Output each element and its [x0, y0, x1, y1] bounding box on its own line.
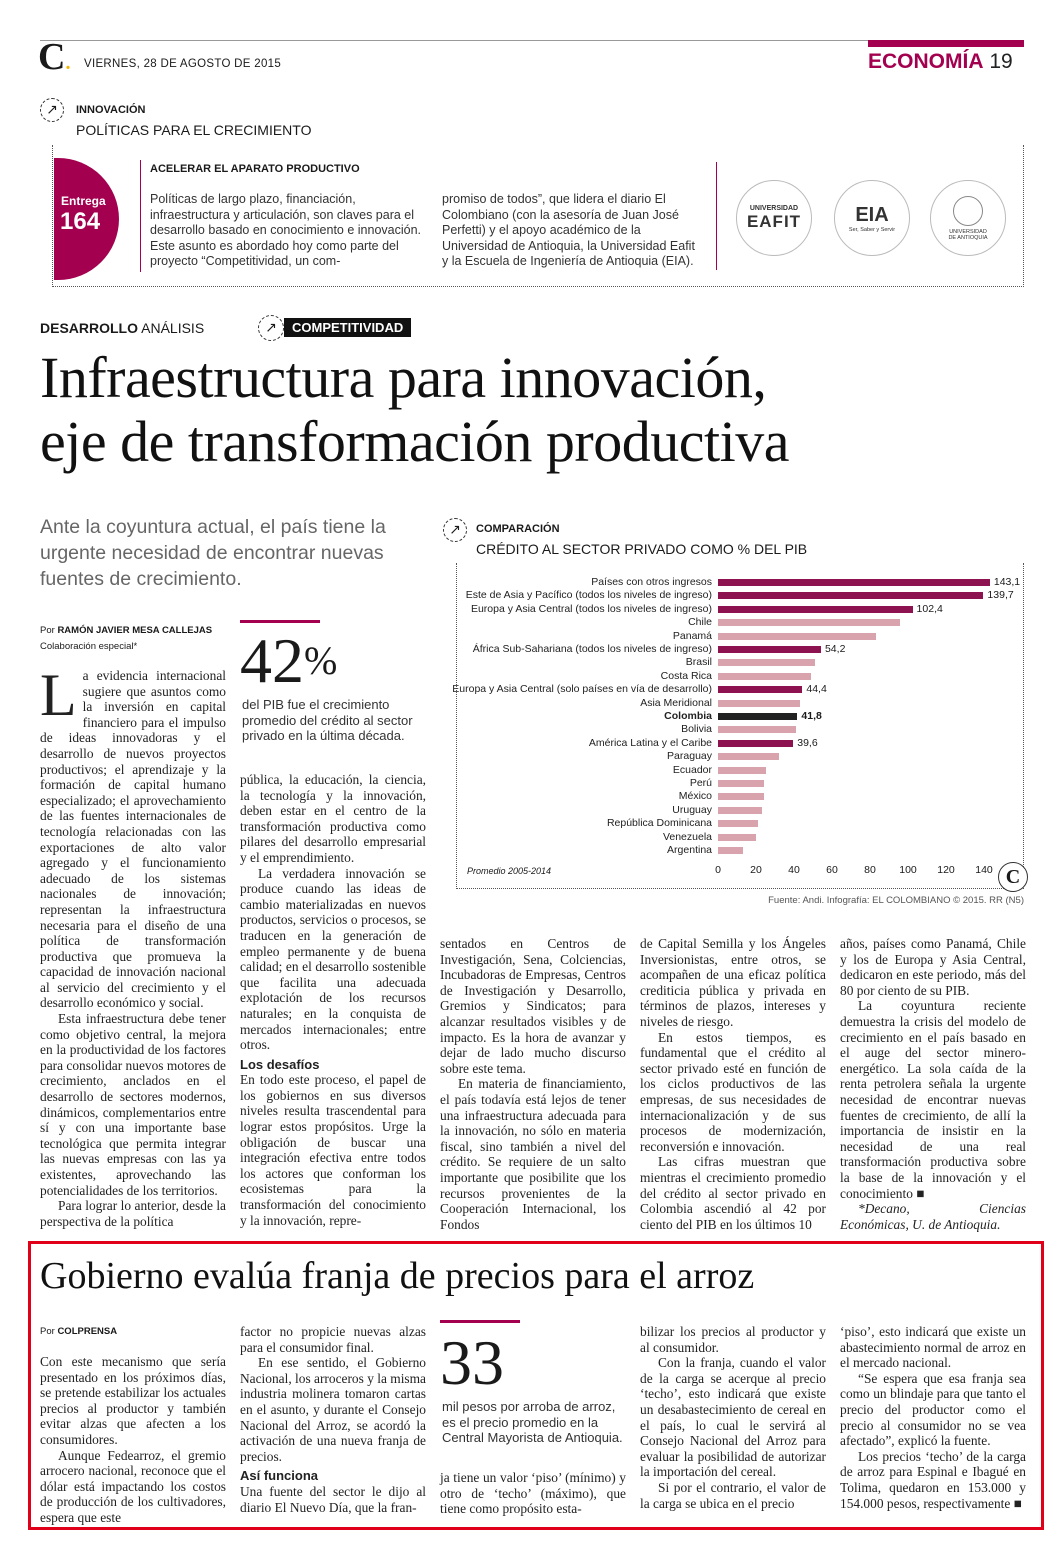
issue-date: VIERNES, 28 DE AGOSTO DE 2015	[84, 58, 282, 70]
chart-source: Fuente: Andi. Infografía: EL COLOMBIANO © 2015. RR (N5)	[768, 895, 1024, 906]
deck: Ante la coyuntura actual, el país tiene la urgente necesidad de encontrar nuevas fuentes de crecimiento.	[40, 516, 386, 590]
chart-tick-label: 140	[975, 864, 993, 876]
article-col-4: de Capital Semilla y los Ángeles Inversionistas, entre otros, se acompañen de una eficaz política crediticia pública y privada en términos de plazos, intereses y niveles de riesgo. En estos tiempos, es fundamental que el crédito al sector privado esté en función de los ciclos productivos de las empresas, de sus necesidades de internacionalización y de sus procesos de modernización, reconversión e innovación. Las cifras muestran que mientras el crecimiento promedio del crédito al sector privado en Colombia ascendió al 42 por ciento del PIB en los últimos 10	[640, 936, 826, 1232]
article-col-5: años, países como Panamá, Chile y los de Europa y Asia Central, dedicaron en este periodo, más del 80 por ciento de su PIB. La coyuntura reciente demuestra la crisis del modelo de crecimiento en el país basado en el auge del sector minero-energético. La sola caída de la renta petrolera señala la urgente necesidad de encontrar nuevas fuentes de crecimiento, de allí la importancia de insistir en la necesidad de una real transformación productiva sobre la base de la innovación y el conocimiento ■ *Decano, Ciencias Económicas, U. de Antioquia.	[840, 936, 1026, 1232]
chart-bar	[718, 767, 766, 774]
chart-category-label: Colombia	[664, 710, 712, 722]
brief-col-1: Con este mecanismo que sería presentado en los próximos días, se pretende estabilizar los actuales precios al productor y también evitar alzas que afecten a los consumidores. Aunque Fedearroz, el gremio arrocero nacional, reconoce que el dólar está impactando los costos de producción de los cultivadores, espera que este	[40, 1354, 226, 1525]
arrow-up-right-icon: ↗	[40, 98, 64, 122]
chart-category-label: Paraguay	[667, 750, 712, 763]
chart-tick-label: 20	[750, 864, 762, 876]
chart-bar	[718, 659, 815, 666]
chart-bar	[718, 740, 793, 747]
chart-bar	[718, 700, 800, 707]
chart-category-label: Costa Rica	[660, 669, 712, 682]
article-col-1: La evidencia internacional sugiere que asuntos como la inversión en capital financiero para el impulso de ideas innovadoras y el desarrollo de nuevos proyectos productivos; el aprendizaje y la formación de capital humano especializado; el aprovechamiento de las fuentes internacionales de tecnología relacionadas con las exportaciones de alto valor agregado y el funcionamiento adecuado de los sistemas nacionales de innovación; representan la infraestructura necesaria para el diseño de una política de transformación productiva que promueva la capacidad de innovación nacional al servicio del crecimiento y el desarrollo económico y social. Esta infraestructura debe tener como objetivo central, la mejora en la productividad de los factores para consolidar nuevos motores de crecimiento, anclados en el desarrollo de sectores modernos, dinámicos, complementarios entre sí y con una importante base tecnológica que permita integrar las nuevas empresas con las ya existentes, aprovechando las potencialidades de los territorios. Para lograr lo anterior, desde la perspectiva de la política	[40, 662, 226, 1229]
series-kicker: INNOVACIÓN	[76, 104, 146, 116]
brief-col-3: ja tiene un valor ‘piso’ (mínimo) y otro de ‘techo’ (máximo), que tiene como propósito esta-	[440, 1470, 626, 1517]
chart-bar	[718, 646, 821, 653]
chart-category-label: Perú	[689, 777, 712, 789]
brief-stat-text: mil pesos por arroba de arroz, es el precio promedio en la Central Mayorista de Antioquia.	[442, 1399, 623, 1445]
series-heading: ACELERAR EL APARATO PRODUCTIVO	[150, 163, 360, 175]
chart-category-label: Este de Asia y Pacífico (todos los niveles de ingreso)	[465, 589, 712, 602]
chart-category-label: Panamá	[672, 629, 712, 642]
chart-tick-label: 80	[864, 864, 876, 876]
byline: Por RAMÓN JAVIER MESA CALLEJAS	[40, 625, 213, 636]
eia-logo: EIA Ser, Saber y Servir	[834, 180, 910, 256]
chart-tick-label: 120	[937, 864, 955, 876]
chart-bar	[718, 606, 913, 613]
chart-bar	[718, 820, 758, 827]
chart-value-label: 44,4	[806, 683, 827, 696]
chart-bar	[718, 847, 743, 854]
chart-category-label: Argentina	[667, 844, 712, 856]
chart-tick-label: 100	[899, 864, 917, 876]
series-subtitle: POLÍTICAS PARA EL CRECIMIENTO	[76, 122, 312, 138]
brief-byline: Por COLPRENSA	[40, 1326, 118, 1337]
chart-logo: C	[998, 862, 1028, 892]
chart-bar	[718, 713, 797, 720]
article-col-3: sentados en Centros de Investigación, Sena, Colciencias, Incubadoras de Empresas, Centros de Investigación y Desarrollo, Gremios y Sindicatos; para alcanzar resultados visibles y de impacto. Es la hora de avanzar y dejar de lado mucho discurso sobre este tema. En materia de financiamiento, el país todavía está lejos de tener una infraestructura adecuada para la innovación, no sólo en materia fiscal, sino también a nivel del crédito. Se requiere de un salto importante que posibilite que los recursos provenientes de la Cooperación Internacional, los Fondos	[440, 936, 626, 1232]
chart-footnote: Promedio 2005-2014	[467, 866, 552, 876]
udea-logo: UNIVERSIDAD DE ANTIOQUIA	[930, 180, 1006, 256]
chart-kicker: COMPARACIÓN	[476, 523, 560, 535]
chart-category-label: Países con otros ingresos	[591, 576, 712, 588]
chart-value-label: 102,4	[916, 602, 943, 615]
chart-bar	[718, 753, 779, 760]
chart-bar	[718, 619, 900, 626]
chart-category-label: México	[678, 790, 712, 803]
series-text-2: promiso de todos”, que lidera el diario El Colombiano (con la asesoría de Juan José Perfetti) y el apoyo académico de la Universidad de Antioquia, la Universidad Eafit y la Escuela de Ingeniería de Antioquia (EIA).	[442, 192, 695, 269]
chart-category-label: Bolivia	[681, 723, 712, 736]
stat-33: 33	[440, 1327, 504, 1398]
chart-category-label: Brasil	[685, 656, 712, 669]
chart-bar	[718, 726, 796, 733]
entrega-badge: Entrega 164	[54, 158, 119, 280]
chart-tick-label: 40	[788, 864, 800, 876]
chart-bar	[718, 686, 802, 693]
chart-bar	[718, 780, 764, 787]
chart-value-label: 39,6	[797, 736, 818, 749]
arrow-up-right-icon: ↗	[258, 315, 284, 341]
stat-42: 42%	[240, 625, 338, 696]
chart-value-label: 41,8	[801, 710, 822, 722]
headline: Infraestructura para innovación, eje de transformación productiva	[40, 345, 789, 474]
chart-bar	[718, 579, 990, 586]
chart-bar	[718, 673, 811, 680]
chart-category-label: América Latina y el Caribe	[588, 736, 712, 749]
chart-trend-icon: ↗	[443, 518, 467, 542]
brief-col-5: ‘piso’, esto indicará que existe un abastecimiento normal de arroz en el mercado nacional. “Se espera que esa franja sea como un blindaje para que tanto el precio del productor como el precio al consumidor no se vea afectado”, explicó la fuente. Los precios ‘techo’ de la carga de arroz para Espinal e Ibagué en Tolima, quedaron en 153.000 y 154.000 pesos, respectivamente ■	[840, 1324, 1026, 1511]
chart-category-label: Europa y Asia Central (solo países en vía de desarrollo)	[452, 683, 712, 696]
chart-value-label: 143,1	[993, 576, 1021, 588]
chart-bar	[718, 793, 764, 800]
brief-col-4: bilizar los precios al productor y al consumidor. Con la franja, cuando el valor de la carga se acerque al precio ‘techo’, esto indicará que existe un desabastecimiento de cereal en el país, lo cual le servirá al Consejo Nacional del Arroz para evaluar la posibilidad de autorizar la importación del cereal. Si por el contrario, el valor de la carga se ubica en el precio	[640, 1324, 826, 1511]
chart-category-label: Ecuador	[672, 763, 712, 776]
chart-tick-label: 60	[826, 864, 838, 876]
chart-category-label: Uruguay	[672, 803, 712, 816]
page-number: 19	[989, 50, 1013, 73]
brief-headline: Gobierno evalúa franja de precios para el arroz	[40, 1255, 755, 1297]
chart-tick-label: 0	[715, 864, 721, 876]
section-label: ECONOMÍA 19	[868, 50, 1013, 73]
byline-role: Colaboración especial*	[40, 641, 138, 652]
chart-category-label: Venezuela	[662, 830, 712, 843]
chart-category-label: África Sub-Sahariana (todos los niveles de ingreso)	[472, 643, 712, 655]
chart-category-label: Asia Meridional	[640, 696, 712, 709]
chart-category-label: Europa y Asia Central (todos los niveles de ingreso)	[470, 602, 712, 615]
chart-bar	[718, 633, 876, 640]
chart-bar	[718, 807, 762, 814]
chart-category-label: Chile	[688, 616, 712, 629]
series-text-1: Políticas de largo plazo, financiación, infraestructura y articulación, son claves para el desarrollo basado en conocimiento e innovación. Este asunto es abordado hoy como parte del proyecto “Competitividad, un com-	[150, 192, 422, 269]
chart-category-label: República Dominicana	[606, 817, 712, 830]
newspaper-logo: C.	[38, 36, 71, 78]
chart-title: CRÉDITO AL SECTOR PRIVADO COMO % DEL PIB	[476, 541, 808, 557]
competitividad-tag: COMPETITIVIDAD	[284, 318, 411, 337]
chart-area	[452, 563, 1024, 889]
chart-value-label: 54,2	[824, 643, 846, 655]
article-col-2: pública, la educación, la ciencia, la tecnología y la innovación, deben estar en el centro de la transformación productiva como pilares del desarrollo empresarial y el emprendimiento. La verdadera innovación se produce cuando las ideas de cambio materializadas en nuevos productos, servicios o procesos, se traducen en la generación de empleo permanente y de buena calidad; en el desarrollo sostenible que facilita una adecuada explotación de los recursos naturales; en la conquista de mercados internacionales; entre otros. Los desafíos En todo este proceso, el papel de los gobiernos en sus diversos niveles resulta trascendental para lograr estos propósitos. Urge la obligación de buscar una integración efectiva entre todos los actores que conforman los ecosistemas para la transformación del conocimiento y la innovación, repre-	[240, 772, 426, 1228]
eafit-logo: UNIVERSIDAD EAFIT	[736, 180, 812, 256]
brief-col-2: factor no propicie nuevas alzas para el consumidor final. En ese sentido, el Gobierno Nacional, los arroceros y la misma industria molinera tomaron cartas en el asunto, y durante el Consejo Nacional del Arroz, se acordó la activación de una nueva franja de precios. Así funciona Una fuente del sector le dijo al diario El Nuevo Día, que la fran-	[240, 1324, 426, 1515]
section-line: DESARROLLO ANÁLISIS	[40, 320, 205, 336]
chart-value-label: 139,7	[987, 589, 1014, 602]
stat-text: del PIB fue el crecimiento promedio del crédito al sector privado en la última década.	[242, 697, 413, 743]
chart-bar	[718, 834, 756, 841]
chart-bar	[718, 592, 983, 599]
